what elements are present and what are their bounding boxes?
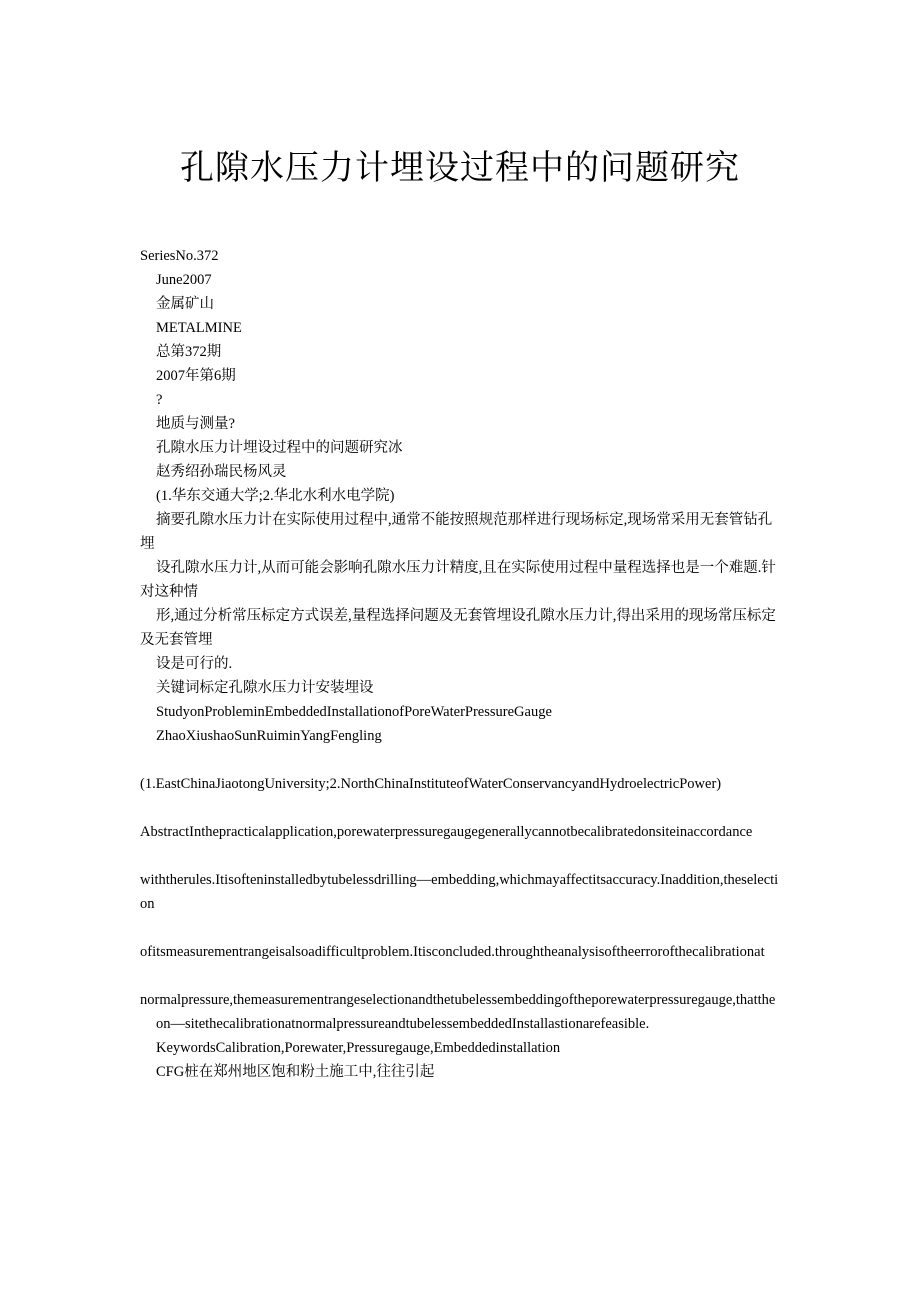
text-line: 孔隙水压力计埋设过程中的问题研究冰 — [156, 440, 403, 456]
text-line: 赵秀绍孙瑞民杨风灵 — [156, 464, 287, 480]
text-line: 2007年第6期 — [156, 368, 236, 384]
text-line: (1.华东交通大学;2.华北水利水电学院) — [156, 488, 395, 504]
text-line: CFG桩在郑州地区饱和粉土施工中,往往引起 — [156, 1064, 435, 1080]
text-line: normalpressure,themeasurementrangeselectionandthetubelessembeddingoftheporewaterpressuregauge,thatthe — [140, 992, 776, 1008]
document-title: 孔隙水压力计埋设过程中的问题研究 — [180, 148, 740, 188]
text-line: 形,通过分析常压标定方式误差,量程选择问题及无套管埋设孔隙水压力计,得出采用的现场常压标定及无套管埋 — [140, 608, 776, 648]
text-line: 设是可行的. — [156, 656, 233, 672]
text-line: StudyonProbleminEmbeddedInstallationofPoreWaterPressureGauge — [156, 704, 552, 720]
text-line: 摘要孔隙水压力计在实际使用过程中,通常不能按照规范那样进行现场标定,现场常采用无套管钻孔埋 — [140, 512, 773, 552]
text-line: KeywordsCalibration,Porewater,Pressuregauge,Embeddedinstallation — [156, 1040, 561, 1056]
text-line: ZhaoXiushaoSunRuiminYangFengling — [156, 728, 382, 744]
text-line: 设孔隙水压力计,从而可能会影响孔隙水压力计精度,且在实际使用过程中量程选择也是一个难题.针对这种情 — [140, 560, 776, 600]
text-line: June2007 — [156, 272, 212, 288]
text-line: 关键词标定孔隙水压力计安装埋设 — [156, 680, 374, 696]
text-line: 地质与测量? — [156, 416, 235, 432]
text-line: withtherules.Itisofteninstalledbytubelessdrilling—embedding,whichmayaffectitsaccuracy.Inaddition,theselection — [140, 872, 779, 912]
document-body — [140, 244, 782, 1084]
text-line: ? — [156, 392, 163, 408]
text-line: 总第372期 — [156, 344, 222, 360]
text-line: ofitsmeasurementrangeisalsoadifficultproblem.Itisconcluded.throughtheanalysisoftheerrorofthecalibrationat — [140, 944, 765, 960]
text-line: on—sitethecalibrationatnormalpressureandtubelessembeddedInstallastionarefeasible. — [156, 1016, 650, 1032]
text-line: (1.EastChinaJiaotongUniversity;2.NorthChinaInstituteofWaterConservancyandHydroelectricPower) — [140, 776, 722, 792]
text-line: SeriesNo.372 — [140, 248, 219, 264]
text-line: 金属矿山 — [156, 296, 214, 312]
text-line: AbstractInthepracticalapplication,porewaterpressuregaugegenerallycannotbecalibratedonsiteinaccordance — [140, 824, 753, 840]
text-line: METALMINE — [156, 320, 242, 336]
